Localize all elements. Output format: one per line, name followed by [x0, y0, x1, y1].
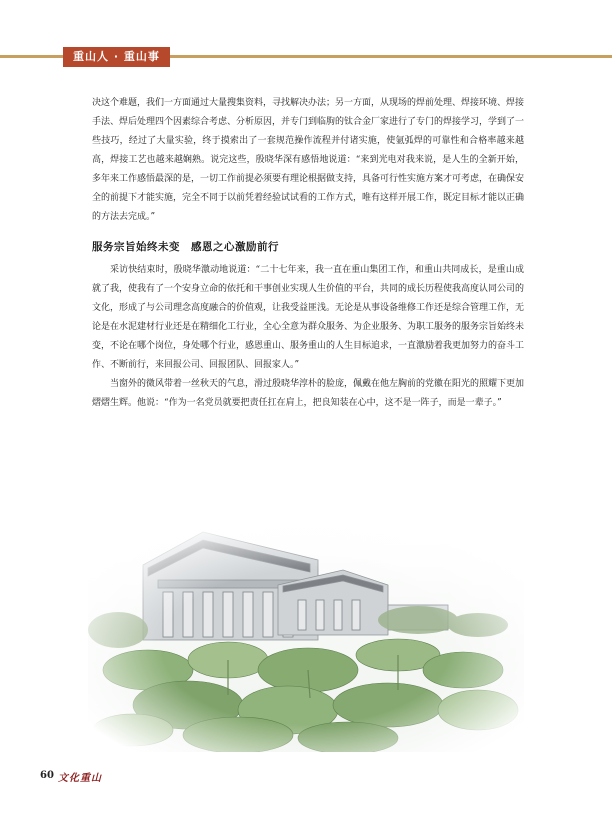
magazine-logo: 文化重山 — [58, 773, 102, 784]
section-header — [0, 47, 612, 67]
paragraph-1: 决这个难题，我们一方面通过大量搜集资料，寻找解决办法；另一方面，从现场的焊前处理、焊接环境、焊接手法、焊后处理四个因素综合考虑、分析原因，并专门到临朐的钛合金厂家进行了专门的焊接学习，学到了一些技巧，经过了大量实验，终于摸索出了一套规范操作流程并付诸实施，使氩弧焊的可靠性和合格率越来越高，焊接工艺也越来越娴熟。说完这些，殷晓华深有感悟地说道：“来到光电对我来说，是人生的全新开始，多年来工作感悟最深的是，一切工作前提必须要有理论根据做支持，具备可行性实施方案才可考虑，在确保安全的前提下才能实施，完全不同于以前凭着经验试试看的工作方式，唯有这样开展工作，既定目标才能以正确的方法去完成。” — [92, 98, 525, 222]
building-lotus-photo — [88, 520, 524, 752]
paragraph-2: 采访快结束时，殷晓华激动地说道：“二十七年来，我一直在重山集团工作，和重山共同成长，是重山成就了我，使我有了一个安身立命的依托和干事创业实现人生价值的平台，共同的成长历程使我高度认同公司的文化，形成了与公司理念高度融合的价值观，让我受益匪浅。无论是从事设备维修工作还是综合管理工作，无论是在水泥建材行业还是在精细化工行业，全心全意为群众服务、为企业服务、为职工服务的服务宗旨始终未变，不论在哪个岗位，身处哪个行业，感恩重山、服务重山的人生目标追求，一直激励着我更加努力的奋斗工作、不断前行，来回报公司、回报团队、回报家人。” — [92, 265, 525, 370]
page-footer — [0, 770, 612, 790]
page-number: 60 — [40, 770, 54, 781]
article-body — [92, 94, 524, 413]
paragraph-3: 当窗外的微风带着一丝秋天的气息，滑过殷晓华淳朴的脸庞，佩戴在他左胸前的党徽在阳光的照耀下更加熠熠生辉。他说：“作为一名党员就要把责任扛在肩上，把良知装在心中，这不是一阵子，而是一辈子。” — [92, 379, 525, 408]
section-tag: 重山人 · 重山事 — [63, 47, 170, 67]
section-heading: 服务宗旨始终未变 感恩之心激励前行 — [92, 241, 279, 253]
